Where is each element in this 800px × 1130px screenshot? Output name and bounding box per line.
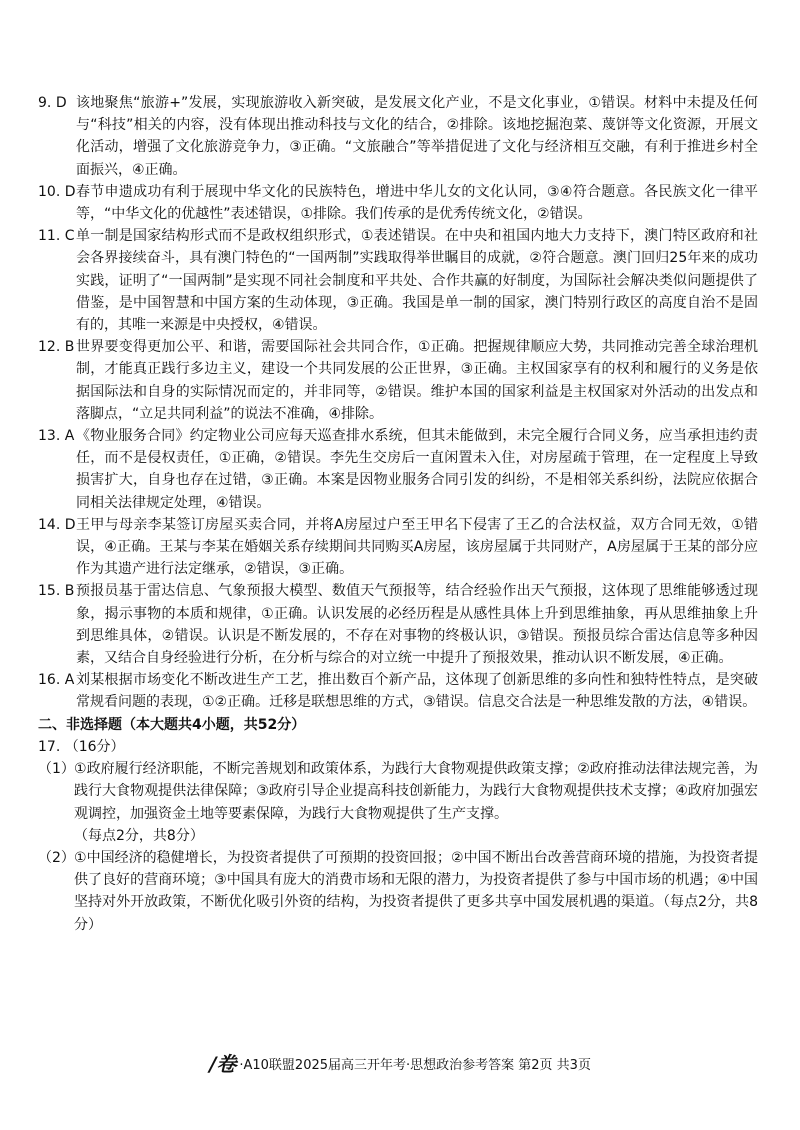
page-footer: [0, 1048, 800, 1077]
item-number: 11.: [38, 228, 61, 245]
item-explanation: 单一制是国家结构形式而不是政权组织形式，①表述错误。在中央和祖国内地大力支持下，澳门特区政府和社会各界接续奋斗，具有澳门特色的“一国两制”实践取得举世瞩目的成就，②符合题意。澳门回归25年来的成功实践，证明了“一国两制”是实现不同社会制度和平共处、合作共赢的好制度，为国际社会解决类似问题提供了借鉴，是中国智慧和中国方案的生动体现，③正确。我国是单一制的国家，澳门特别行政区的高度自治不是固有的，其唯一来源是中央授权，④错误。: [76, 228, 758, 334]
item-explanation: 世界要变得更加公平、和谐，需要国际社会共同合作，①正确。把握规律顺应大势，共同推动完善全球治理机制，才能真正践行多边主义，建设一个共同发展的公正世界，③正确。主权国家享有的权利和履行的义务是依据国际法和自身的实际情况而定的，并非同等，②错误。维护本国的国家利益是主权国家对外活动的出发点和落脚点，“立足共同利益”的说法不准确，④排除。: [76, 339, 758, 422]
part-text: ①中国经济的稳健增长，为投资者提供了可预期的投资回报；②中国不断出台改善营商环境的措施，为投资者提供了良好的营商环境；③中国具有庞大的消费市场和无限的潜力，为投资者提供了参与中国市场的机遇；④中国坚持对外开放政策，不断优化吸引外资的结构，为投资者提供了更多共享中国发展机遇的渠道。（每点2分，共8分）: [74, 849, 758, 933]
question-17-part-1: [38, 758, 758, 847]
answer-item-13: [38, 425, 758, 514]
answer-item-9: [38, 92, 758, 181]
item-explanation: 预报员基于雷达信息、气象预报大模型、数值天气预报等，结合经验作出天气预报，这体现了思维能够透过现象，揭示事物的本质和规律，①正确。认识发展的必经历程是从感性具体上升到思维抽象，再从思维抽象上升到思维具体，②错误。认识是不断发展的，不存在对事物的终极认识，③错误。预报员综合雷达信息等多种因素，又结合自身经验进行分析，在分析与综合的对立统一中提升了预报效果，推动认识不断发展，④正确。: [76, 583, 758, 667]
item-head: [38, 181, 76, 203]
item-answer: A: [64, 428, 75, 445]
answer-content: [38, 92, 758, 936]
item-head: [38, 669, 74, 691]
item-head: [38, 92, 67, 114]
section-title: 二、非选择题（本大题共4小题，共52分）: [38, 716, 306, 733]
question-17-part-2: [38, 847, 758, 936]
answer-item-12: [38, 336, 758, 425]
item-number: 16.: [38, 672, 61, 689]
footer-text: ·A10联盟2025届高三开年考·思想政治参考答案 第2页 共3页: [239, 1058, 591, 1073]
item-number: 13.: [38, 428, 61, 445]
item-head: [38, 336, 74, 358]
answer-item-16: [38, 669, 758, 713]
part-number: （1）: [38, 761, 75, 778]
item-number: 9.: [38, 95, 52, 111]
brand-logo: /卷: [209, 1052, 237, 1076]
item-number: 15.: [38, 583, 61, 600]
part-text: ①政府履行经济职能，不断完善规划和政策体系，为践行大食物观提供政策支撑；②政府推动法律法规完善，为践行大食物观提供法律保障；③政府引导企业提高科技创新能力，为践行大食物观提供技术支撑；④政府加强宏观调控，加强资金土地等要素保障，为践行大食物观提供了生产支撑。: [74, 761, 758, 822]
answer-item-15: [38, 580, 758, 669]
item-number: 10.: [38, 183, 61, 200]
item-explanation: 《物业服务合同》约定物业公司应每天巡查排水系统，但其未能做到，未完全履行合同义务，应当承担违约责任，而不是侵权责任，①正确，②错误。李先生交房后一直闲置未入住，对房屋疏于管理，在一定程度上导致损害扩大，自身也存在过错，③正确。本案是因物业服务合同引发的纠纷，不是相邻关系纠纷，法院应依据合同相关法律规定处理，④错误。: [76, 428, 758, 511]
item-answer: D: [55, 95, 67, 111]
item-answer: D: [64, 516, 76, 533]
item-explanation: 刘某根据市场变化不断改进生产工艺，推出数百个新产品，这体现了创新思维的多向性和独特性特点，是突破常规看问题的表现，①②正确。迁移是联想思维的方式，③错误。信息交合法是一种思维发散的方法，④错误。: [76, 672, 758, 711]
item-answer: B: [64, 583, 75, 600]
answer-item-11: [38, 225, 758, 336]
item-explanation: 该地聚焦“旅游+”发展，实现旅游收入新突破，是发展文化产业，不是文化事业，①错误。材料中未提及任何与“科技”相关的内容，没有体现出推动科技与文化的结合，②排除。该地挖掘泡菜、蔑饼等文化资源，开展文化活动，增强了文化旅游竞争力，③正确。“文旅融合”等举措促进了文化与经济相互交融，有利于推进乡村全面振兴，④正确。: [76, 95, 758, 178]
item-head: [38, 225, 75, 247]
answer-item-14: [38, 514, 758, 581]
item-explanation: 王甲与母亲李某签订房屋买卖合同，并将A房屋过户至王甲名下侵害了王乙的合法权益，双方合同无效，①错误，④正确。王某与李某在婚姻关系存续期间共同购买A房屋，该房屋属于共同财产，A房屋属于王某的部分应作为其遗产进行法定继承，②错误，③正确。: [76, 516, 758, 578]
item-number: 14.: [38, 516, 61, 533]
question-17-label: 17. （16分）: [38, 738, 125, 755]
part-number: （2）: [38, 849, 75, 866]
logo-text: 卷: [216, 1052, 237, 1076]
item-explanation: 春节申遗成功有利于展现中华文化的民族特色，增进中华儿女的文化认同，③④符合题意。各民族文化一律平等，“中华文化的优越性”表述错误，①排除。我们传承的是优秀传统文化，②错误。: [76, 183, 758, 223]
item-answer: B: [64, 339, 75, 356]
item-head: [38, 514, 76, 536]
item-answer: C: [64, 228, 75, 245]
item-head: [38, 425, 74, 447]
item-number: 12.: [38, 339, 61, 356]
part-score: （每点2分，共8分）: [74, 827, 204, 844]
item-answer: D: [64, 183, 76, 200]
item-head: [38, 580, 74, 602]
item-answer: A: [64, 672, 75, 689]
answer-item-10: [38, 181, 758, 225]
